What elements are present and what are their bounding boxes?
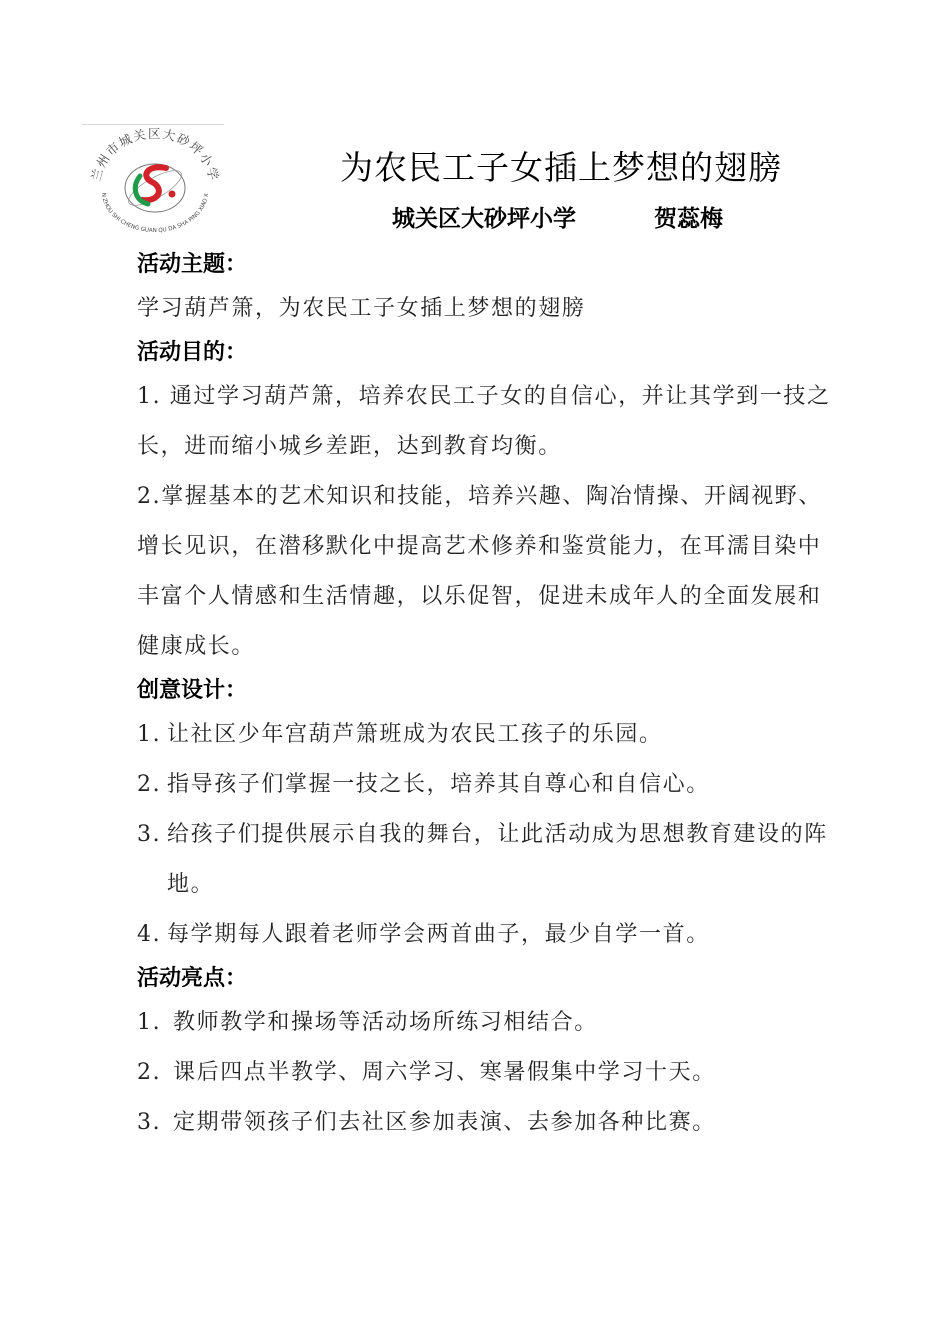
page-title: 为农民工子女插上梦想的翅膀 [340,148,782,187]
list-item-text: 通过学习葫芦箫，培养农民工子女的自信心，并让其学到一技之长，进而缩小城乡差距，达到教育均衡。 [137,384,831,459]
section-heading-design: 创意设计： [137,678,248,703]
logo-ring-romanized: N ZHOU SHI CHENG GUAN QU DA SHA PING XIAO X [99,192,211,234]
section-highlights [137,960,837,1148]
list-item-text: 指导孩子们掌握一技之长，培养其自尊心和自信心。 [167,772,710,797]
list-item-number: 2. [137,772,162,797]
logo-ring-text: 兰州市城关区大砂坪小学 [87,126,223,183]
list-item-text: 让社区少年宫葫芦箫班成为农民工孩子的乐园。 [167,722,663,747]
section-heading-highlights: 活动亮点： [137,966,248,991]
list-item-number: 1. [137,1010,162,1035]
list-item-number: 1. [137,722,162,747]
list-item [137,998,837,1048]
list-item-number: 4. [137,922,162,947]
list-item-number: 3. [137,1110,162,1135]
list-item-text: 给孩子们提供展示自我的舞台，让此活动成为思想教育建设的阵地。 [167,822,828,897]
school-logo [82,124,228,234]
list-item [137,372,837,472]
list-item-number: 1. [137,384,162,409]
svg-text:兰州市城关区大砂坪小学 [88,126,222,183]
theme-text: 学习葫芦箫，为农民工子女插上梦想的翅膀 [137,296,586,321]
list-item [137,810,837,910]
section-heading-purpose: 活动目的： [137,340,248,365]
list-item-text: 掌握基本的艺术知识和技能，培养兴趣、陶冶情操、开阔视野、增长见识，在潜移默化中提高艺术修养和鉴赏能力，在耳濡目染中丰富个人情感和生活情趣，以乐促智，促进未成年人的全面发展和健康成长。 [137,484,823,659]
list-item-text: 课后四点半教学、周六学习、寒暑假集中学习十天。 [173,1060,716,1085]
author-name: 贺蕊梅 [654,206,723,232]
section-theme [137,246,837,334]
section-design [137,672,837,960]
list-item-number: 2. [137,1060,162,1085]
section-purpose [137,334,837,672]
list-item [137,760,837,810]
document-body [137,246,837,1148]
list-item-text: 定期带领孩子们去社区参加表演、去参加各种比赛。 [173,1110,716,1135]
school-logo-emblem-icon [82,124,228,234]
list-item [137,472,837,672]
section-heading-theme: 活动主题： [137,252,248,277]
list-item [137,710,837,760]
list-item-number: 3. [137,822,162,847]
list-item [137,1098,837,1148]
list-item [137,1048,837,1098]
list-item-number: 2. [137,484,162,509]
byline [392,200,723,233]
list-item-text: 每学期每人跟着老师学会两首曲子，最少自学一首。 [167,922,710,947]
school-name: 城关区大砂坪小学 [392,206,576,232]
list-item [137,910,837,960]
list-item-text: 教师教学和操场等活动场所练习相结合。 [173,1010,598,1035]
